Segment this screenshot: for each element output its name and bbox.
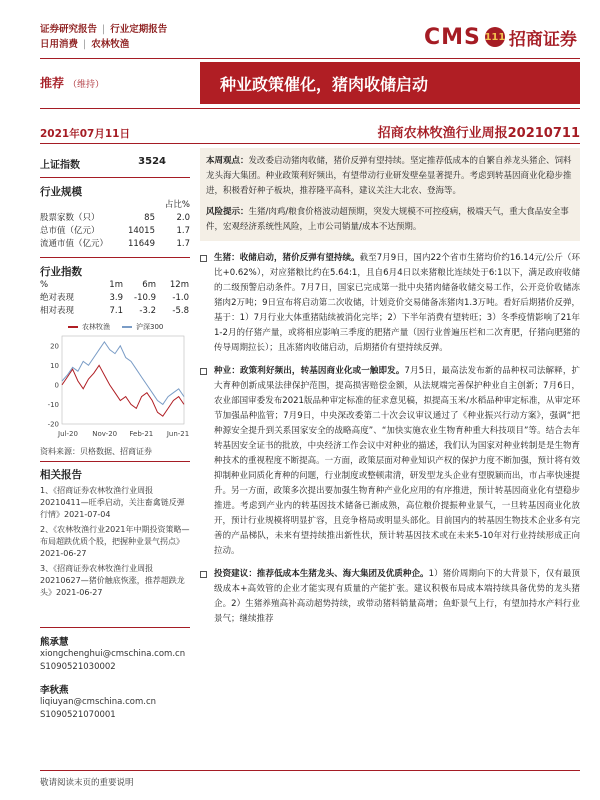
summary-lead: 本周观点： [206, 156, 249, 166]
tag-industry: 农林牧渔 [91, 39, 130, 50]
divider [40, 627, 190, 628]
header-cell: 6m [142, 280, 156, 290]
logo-cn-text: 招商证券 [508, 29, 577, 50]
date-divider [40, 143, 580, 144]
series-line-csi300 [62, 342, 184, 405]
row-value: -3.2 [139, 306, 156, 316]
logo-cms-text: CMS [424, 24, 481, 50]
point-pig [200, 251, 580, 356]
y-tick-label: 10 [50, 361, 59, 370]
summary [206, 154, 574, 199]
logo-circle-icon: 111 [485, 27, 505, 47]
left-sidebar [40, 148, 190, 722]
row-value: -10.9 [134, 293, 156, 303]
related-item[interactable]: 1、《招商证券农林牧渔行业周报20210411—旺季启动，关注畜禽链反弹行情》2021-07-04 [40, 486, 185, 519]
series-line-agriculture [62, 365, 184, 416]
report-title: 种业政策催化，猪肉收储启动 [200, 62, 580, 104]
scale-header-row [40, 199, 190, 212]
index-row [40, 156, 190, 171]
table-row [40, 212, 190, 225]
footer-note: 敬请阅读末页的重要说明 [40, 778, 134, 788]
header-divider [40, 58, 580, 59]
y-tick-label: 20 [50, 342, 59, 351]
row-value: -1.0 [172, 293, 189, 303]
point-text: 7月5日，最高法发布新的品种权司法解释，扩大育种创新成果法律保护范围，提高损害赔偿金额，从法规端完善保护种业自主创新；7月6日，农业部国审委发布2021版品种审定标准的征求意见稿，拟提高玉米/水稻品种审定标准，从审定环节加强品种监管；7月9日，中央深改委第二十次会议审议通过了《种业振兴行动方案》，强调“把种源安全提升到关系国家安全的战略高度”、“加快实施农业生物育种重大科技项目”等。结合去年转基因安全证书的批放，中央经济工作会议中对种业的描述，我们认为国家对种业转制是是生物育种技术的重视程度不断提高。一方面，政策层面对种业知识产权的保护力度不断加强，预计将有效抑制种业同质化育种的问题，行业制度或整顿肃清，研发型龙头企业有望脱颖而出，市占率快速提升。另一方面，政策多次提出要加强生物育种产业化应用的有序推进，预计转基因商业化有望稳步推进。考虑到产业内的转基因技术储备已渐成熟，高位粮价提振种业景气，一旦转基因商业化放开，预计行业规模将明显扩容，且竞争格局或明显头部化。目前国内的转基因生物技术企业多有完善的产品梯队，未来有望持续推出新性状，预计转基因技术或在未来5-10年对行业持续形成正向拉动。 [214, 366, 580, 556]
analyst-name: 熊承慧 [40, 637, 69, 648]
analyst-email[interactable]: xiongchenghui@cmschina.com.cn [40, 649, 186, 659]
tag-sector: 日用消费 [40, 39, 79, 50]
risk-text: 生猪/肉鸡/粮食价格波动超预期，突发大规模不可控疫病，极端天气，重大食品安全事件，宏观经济系统性风险，上市公司销量/成本不达预期。 [206, 207, 569, 232]
summary-box [200, 148, 580, 241]
row-label: 总市值（亿元） [40, 226, 100, 236]
legend-label: 农林牧渔 [82, 323, 110, 331]
header-cell: 12m [169, 280, 189, 290]
related-item[interactable]: 3、《招商证券农林牧渔行业周报20210627—猪价触底恢涨，推荐超跌龙头》2021-06-27 [40, 564, 185, 597]
row-value: 7.1 [109, 306, 123, 316]
x-tick-label: Jun-21 [166, 430, 190, 438]
x-tick-label: Nov-20 [92, 430, 118, 438]
analyst-name: 李秋燕 [40, 685, 69, 696]
row-value: 14015 [127, 226, 155, 236]
risk-lead: 风险提示： [206, 207, 249, 217]
table-row [40, 225, 190, 238]
footer-divider [40, 770, 580, 771]
row-pct: 1.7 [176, 226, 190, 236]
analyst-block [40, 634, 190, 722]
index-label: 上证指数 [40, 160, 80, 171]
row-label: 相对表现 [40, 306, 75, 316]
point-text: 截至7月9日，国内22个省市生猪均价约16.14元/公斤（环比+0.62%），对应猪粮比约在5.64:1，且自6月4日以来猪粮比连续处于6:1以下，满足政府收储的二级预警启动条件。7月7日，国家已完成第一批中央猪肉储备收储交易工作，公开竞价收储冻猪肉2万吨；9日宣布将启动第二次收储，计划竞价交易储备冻猪肉1.3万吨。看好后期猪价反弹，基于：1）7月行业大体重猪陆续被消化完毕；2）下半年消费有望转旺；3）冬季疫情影响了21年1-2月的仔猪产量，或将相应影响三季度的肥猪产量（因行业普遍压栏和二次育肥，仔猪向肥猪的传导周期拉长）；且冻猪肉收储启动，后期猪价有望持续反弹。 [214, 253, 580, 353]
point-text: 1）猪价周期向下的大背景下，仅有最顶级成本+高效管的企业才能实现有质量的产能扩张。建议积极布局成本端持续具备优势的龙头猪企。2）生猪养殖高补高动超势持续，或带动猪料销量高增；鱼虾景气上行，有望加持水产料行业景气；继续推荐 [214, 569, 580, 624]
cms-logo [424, 20, 577, 54]
analyst-id: S1090521070001 [40, 710, 116, 720]
report-name: 招商农林牧渔行业周报20210711 [377, 126, 580, 141]
square-bullet-icon [200, 368, 207, 375]
analyst-id: S1090521030002 [40, 662, 116, 672]
chart-legend [68, 322, 190, 332]
point-lead: 投资建议：推荐低成本生猪龙头、海大集团及优质种企。 [214, 569, 429, 579]
performance-chart [40, 332, 190, 440]
chart-source: 资料来源：贝格数据、招商证券 [40, 447, 152, 456]
row-label: 绝对表现 [40, 293, 75, 303]
square-bullet-icon [200, 255, 207, 262]
x-tick-label: Jul-20 [58, 430, 78, 438]
divider [40, 257, 190, 258]
point-seed [200, 364, 580, 559]
main-content [200, 148, 580, 627]
legend-swatch [68, 326, 78, 328]
row-value: 11649 [127, 239, 155, 249]
index-value: 3524 [138, 156, 166, 167]
header-tags: 证券研究报告 | 行业定期报告 日用消费 | 农林牧渔 [40, 24, 168, 50]
point-lead: 种业：政策利好频出，转基因商业化或一触即发。 [214, 366, 405, 376]
table-row [40, 238, 190, 251]
analyst-email[interactable]: liqiuyan@cmschina.com.cn [40, 697, 157, 707]
row-label: 股票家数（只） [40, 213, 100, 223]
tag-securities-report: 证券研究报告 [40, 24, 98, 35]
point-lead: 生猪：收储启动，猪价反弹有望持续。 [214, 253, 360, 263]
chart-frame [62, 336, 184, 424]
y-tick-label: 0 [54, 381, 59, 390]
risk [206, 205, 574, 235]
index-header-row [40, 279, 190, 292]
rating-label: 推荐 [40, 76, 65, 90]
rating [40, 74, 104, 91]
header-cell: % [40, 280, 49, 290]
tag-report-type: 行业定期报告 [110, 24, 168, 35]
related-item[interactable]: 2、《农林牧渔行业2021年中期投资策略—布局超跌优质个股，把握种业景气拐点》2021-06-27 [40, 525, 190, 558]
divider [40, 177, 190, 178]
x-tick-label: Feb-21 [129, 430, 154, 438]
square-bullet-icon [200, 571, 207, 578]
table-row [40, 292, 190, 305]
divider [40, 461, 190, 462]
point-invest [200, 567, 580, 627]
row-label: 流通市值（亿元） [40, 239, 109, 249]
table-row [40, 305, 190, 318]
header-cell: 1m [109, 280, 123, 290]
scale-col-header: 占比% [164, 200, 190, 210]
y-tick-label: -10 [47, 400, 59, 409]
related-title: 相关报告 [40, 469, 82, 481]
row-pct: 2.0 [176, 213, 190, 223]
row-value: -5.8 [172, 306, 189, 316]
industry-index-title: 行业指数 [40, 266, 82, 278]
legend-swatch [122, 326, 132, 328]
y-tick-label: -20 [47, 420, 59, 429]
legend-label: 沪深300 [136, 323, 164, 331]
summary-text: 发改委启动猪肉收储，猪价反弹有望持续。坚定推荐低成本的自繁自养龙头猪企、饲料龙头海大集团。种业政策利好频出，有望带动行业研发壁垒显著提升。考虑到转基因商业化稳步推进，积极看好种子板块，推荐隆平高科，建议关注大北农、登海等。 [206, 156, 572, 196]
row-value: 3.9 [109, 293, 123, 303]
industry-scale-title: 行业规模 [40, 186, 82, 198]
row-pct: 1.7 [176, 239, 190, 249]
report-date: 2021年07月11日 [40, 128, 130, 140]
rating-sub: （维持） [68, 80, 105, 90]
title-divider [40, 108, 580, 109]
row-value: 85 [144, 213, 155, 223]
